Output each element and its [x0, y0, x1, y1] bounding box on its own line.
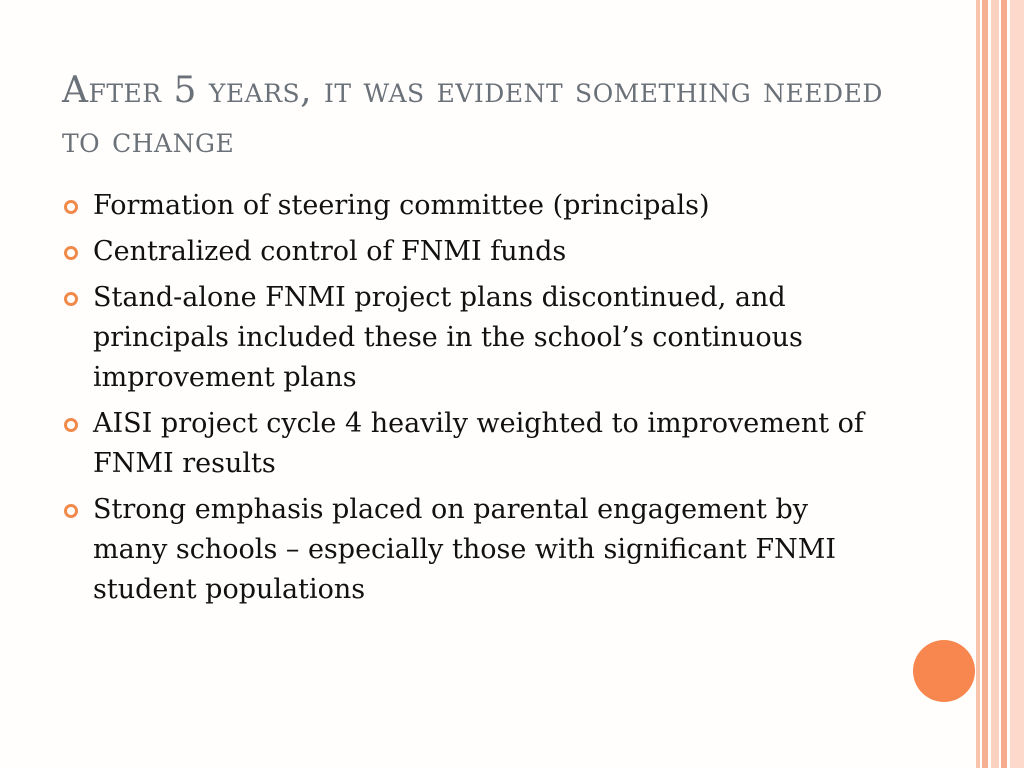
bullet-circle-icon: [64, 200, 78, 214]
bullet-circle-icon: [64, 418, 78, 432]
bullet-item: [62, 232, 882, 272]
bullet-circle-icon: [64, 246, 78, 260]
decorative-stripe: [982, 0, 988, 768]
bullet-text: Strong emphasis placed on parental engagement by many schools – especially those with significant FNMI student populations: [93, 494, 837, 605]
bullet-text: Stand-alone FNMI project plans discontinued, and principals included these in the school’s continuous improvement plans: [93, 282, 803, 393]
decorative-stripe: [1001, 0, 1007, 768]
decorative-stripe: [976, 0, 980, 768]
decorative-orange-circle: [913, 640, 975, 702]
bullet-item: [62, 278, 882, 398]
bullet-text: Formation of steering committee (principals): [93, 190, 710, 221]
bullet-text: AISI project cycle 4 heavily weighted to improvement of FNMI results: [93, 408, 864, 479]
decorative-stripe: [991, 0, 999, 768]
bullet-circle-icon: [64, 504, 78, 518]
bullet-list: [62, 186, 882, 616]
decorative-stripe: [1010, 0, 1024, 768]
bullet-item: [62, 186, 882, 226]
bullet-item: [62, 490, 882, 610]
bullet-circle-icon: [64, 292, 78, 306]
bullet-item: [62, 404, 882, 484]
slide-title: After 5 years, it was evident something needed to change: [62, 70, 883, 161]
bullet-text: Centralized control of FNMI funds: [93, 236, 567, 267]
